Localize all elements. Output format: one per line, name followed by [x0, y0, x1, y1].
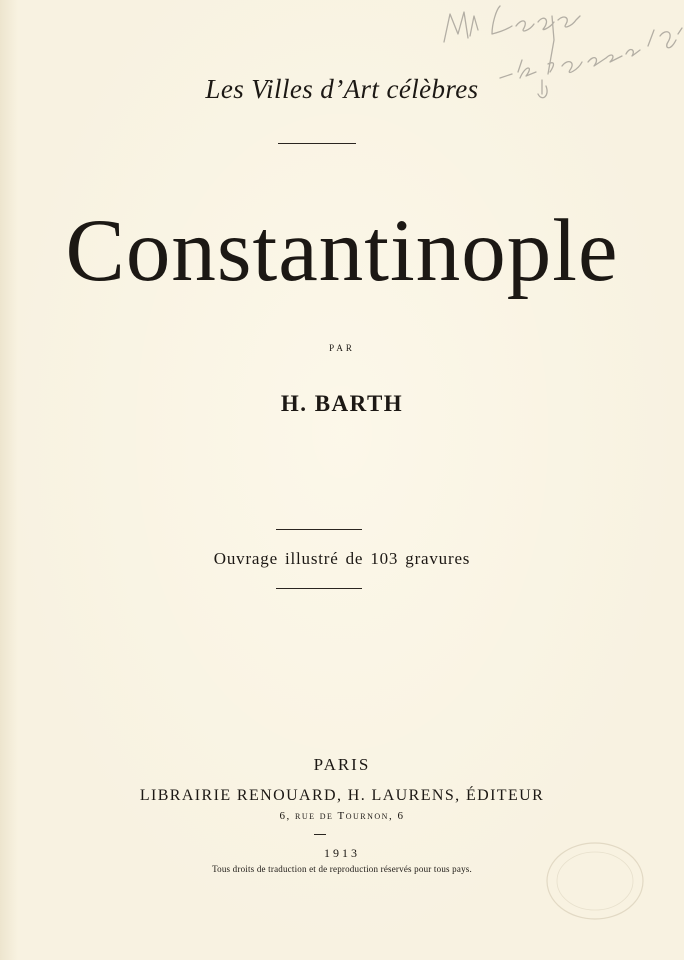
book-title: Constantinople: [65, 202, 619, 300]
divider-rule: [314, 834, 326, 835]
library-stamp-icon: [540, 836, 650, 926]
by-label: PAR: [329, 343, 355, 353]
imprint-city: PARIS: [313, 755, 371, 774]
illustrations-note: Ouvrage illustré de 103 gravures: [213, 549, 471, 568]
divider-rule: [278, 143, 356, 144]
imprint-address: 6, rue de Tournon, 6: [279, 810, 405, 822]
divider-rule: [276, 529, 362, 530]
divider-rule: [276, 588, 362, 589]
series-title: Les Villes d’Art célèbres: [205, 74, 479, 104]
imprint-publisher: LIBRAIRIE RENOUARD, H. LAURENS, ÉDITEUR: [139, 787, 545, 804]
author-name: H. BARTH: [280, 391, 404, 416]
rights-notice: Tous droits de traduction et de reproduction réservés pour tous pays.: [212, 864, 472, 874]
imprint-year: 1913: [324, 846, 360, 860]
